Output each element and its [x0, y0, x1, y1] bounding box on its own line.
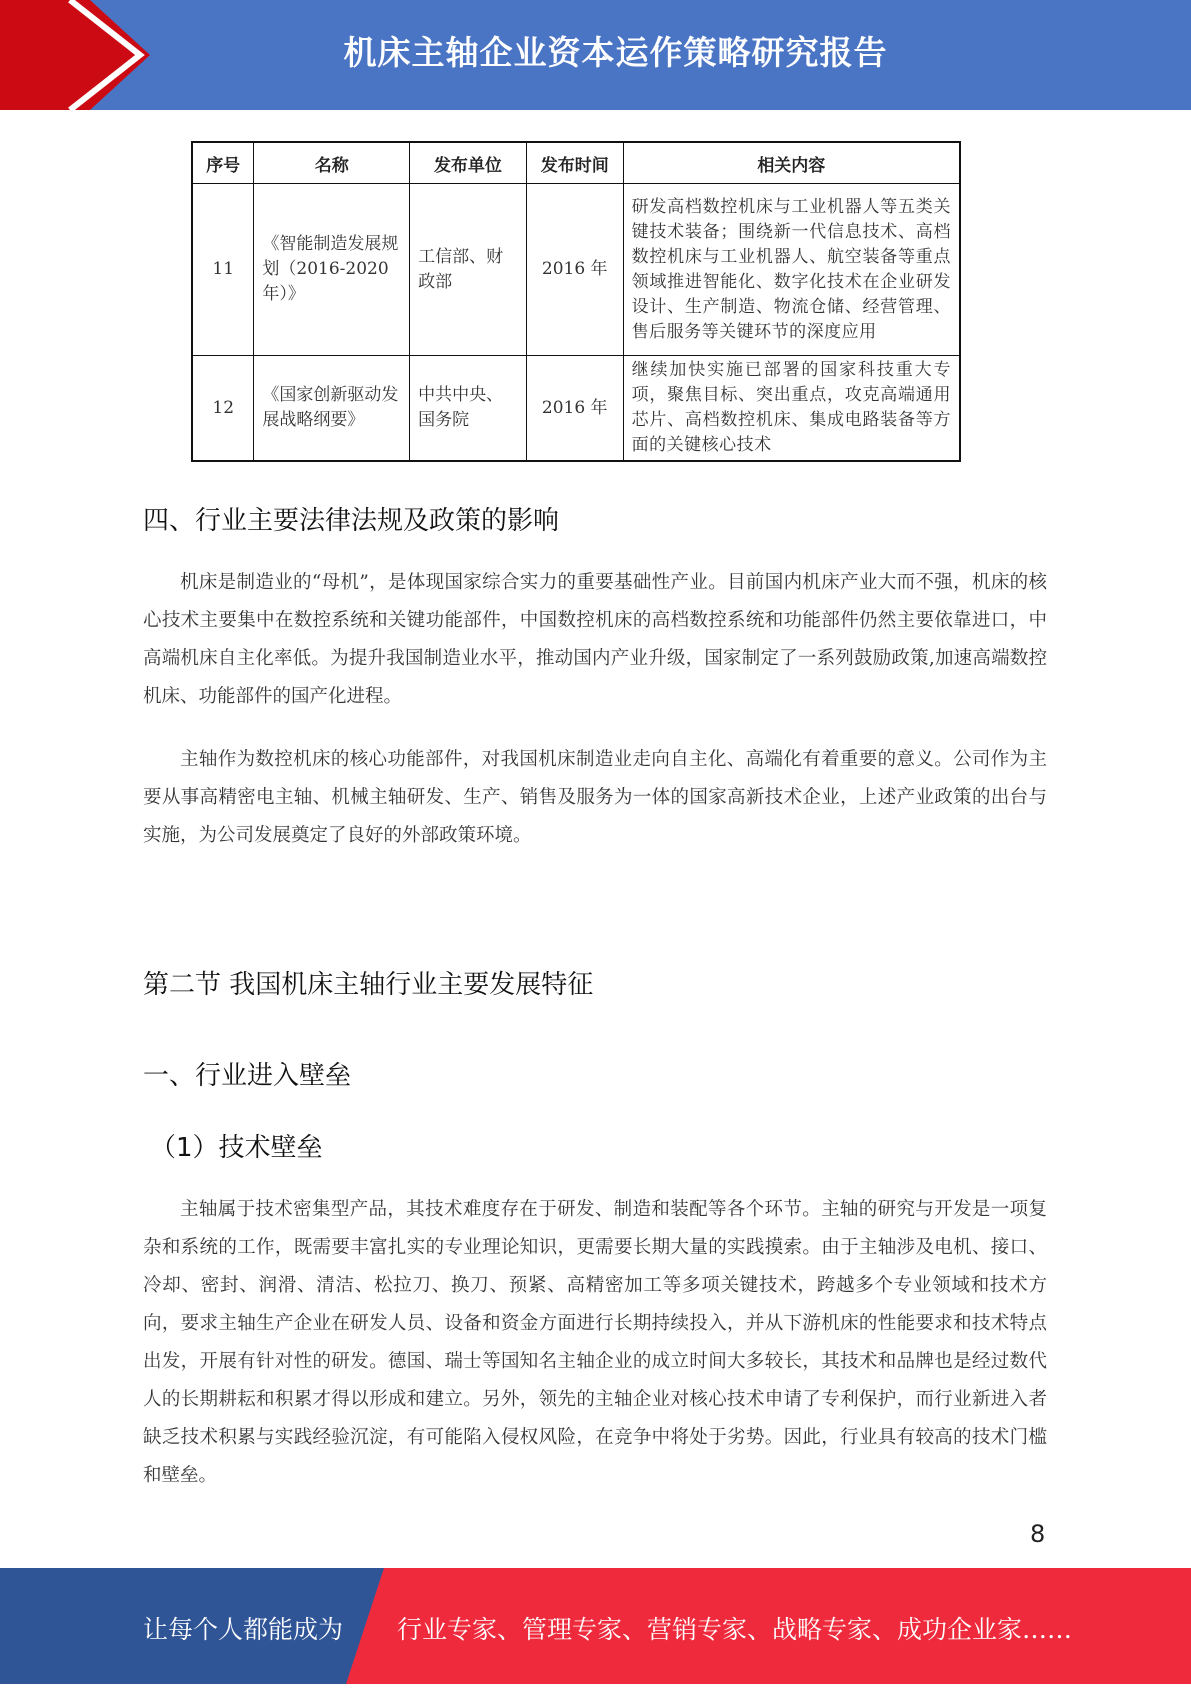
paragraph: 主轴作为数控机床的核心功能部件，对我国机床制造业走向自主化、高端化有着重要的意义。公司作为主要从事高精密电主轴、机械主轴研发、生产、销售及服务为一体的国家高新技术企业，上述产业政策的出台与实施，为公司发展奠定了良好的外部政策环境。 — [143, 749, 1047, 846]
column-header: 相关内容 — [623, 142, 960, 184]
row-number: 11 — [192, 184, 254, 356]
policy-name: 《国家创新驱动发展战略纲要》 — [254, 356, 410, 462]
chapter-heading: 第二节 我国机床主轴行业主要发展特征 — [143, 970, 594, 1000]
footer-slogan-left: 让每个人都能成为 — [143, 1615, 344, 1644]
policy-table — [191, 141, 961, 462]
section-heading: 一、行业进入壁垒 — [143, 1061, 352, 1091]
issuer: 工信部、财政部 — [410, 184, 527, 356]
issue-date: 2016 年 — [526, 184, 623, 356]
policy-content: 研发高档数控机床与工业机器人等五类关键技术装备；围绕新一代信息技术、高档数控机床与工业机器人、航空装备等重点领域推进智能化、数字化技术在企业研发设计、生产制造、物流仓储、经营管理、售后服务等关键环节的深度应用 — [623, 184, 960, 356]
page-header — [0, 0, 1191, 110]
policy-name: 《智能制造发展规划（2016-2020年）》 — [254, 184, 410, 356]
policy-content: 继续加快实施已部署的国家科技重大专项，聚焦目标、突出重点，攻克高端通用芯片、高档数控机床、集成电路装备等方面的关键核心技术 — [623, 356, 960, 462]
subsection-heading: （1）技术壁垒 — [150, 1133, 323, 1163]
column-header: 序号 — [192, 142, 254, 184]
table-header-row — [192, 142, 960, 184]
page-number: 8 — [1030, 1520, 1046, 1548]
paragraph: 主轴属于技术密集型产品，其技术难度存在于研发、制造和装配等各个环节。主轴的研究与开发是一项复杂和系统的工作，既需要丰富扎实的专业理论知识，更需要长期大量的实践摸索。由于主轴涉及电机、接口、冷却、密封、润滑、清洁、松拉刀、换刀、预紧、高精密加工等多项关键技术，跨越多个专业领域和技术方向，要求主轴生产企业在研发人员、设备和资金方面进行长期持续投入，并从下游机床的性能要求和技术特点出发，开展有针对性的研发。德国、瑞士等国知名主轴企业的成立时间大多较长，其技术和品牌也是经过数代人的长期耕耘和积累才得以形成和建立。另外，领先的主轴企业对核心技术申请了专利保护，而行业新进入者缺乏技术积累与实践经验沉淀，有可能陷入侵权风险，在竞争中将处于劣势。因此，行业具有较高的技术门槛和壁垒。 — [143, 1199, 1047, 1486]
issue-date: 2016 年 — [526, 356, 623, 462]
column-header: 发布时间 — [526, 142, 623, 184]
issuer: 中共中央、国务院 — [410, 356, 527, 462]
report-title: 机床主轴企业资本运作策略研究报告 — [343, 33, 888, 72]
paragraph: 机床是制造业的“母机”，是体现国家综合实力的重要基础性产业。目前国内机床产业大而不强，机床的核心技术主要集中在数控系统和关键功能部件，中国数控机床的高档数控系统和功能部件仍然主要依靠进口，中高端机床自主化率低。为提升我国制造业水平，推动国内产业升级，国家制定了一系列鼓励政策,加速高端数控机床、功能部件的国产化进程。 — [143, 572, 1047, 707]
column-header: 发布单位 — [410, 142, 527, 184]
table-row — [192, 184, 960, 356]
table-row — [192, 356, 960, 462]
footer-slogan-right: 行业专家、管理专家、营销专家、战略专家、成功企业家…… — [397, 1615, 1073, 1644]
row-number: 12 — [192, 356, 254, 462]
column-header: 名称 — [254, 142, 410, 184]
page-footer — [0, 1568, 1191, 1684]
section-heading: 四、行业主要法律法规及政策的影响 — [143, 506, 560, 536]
